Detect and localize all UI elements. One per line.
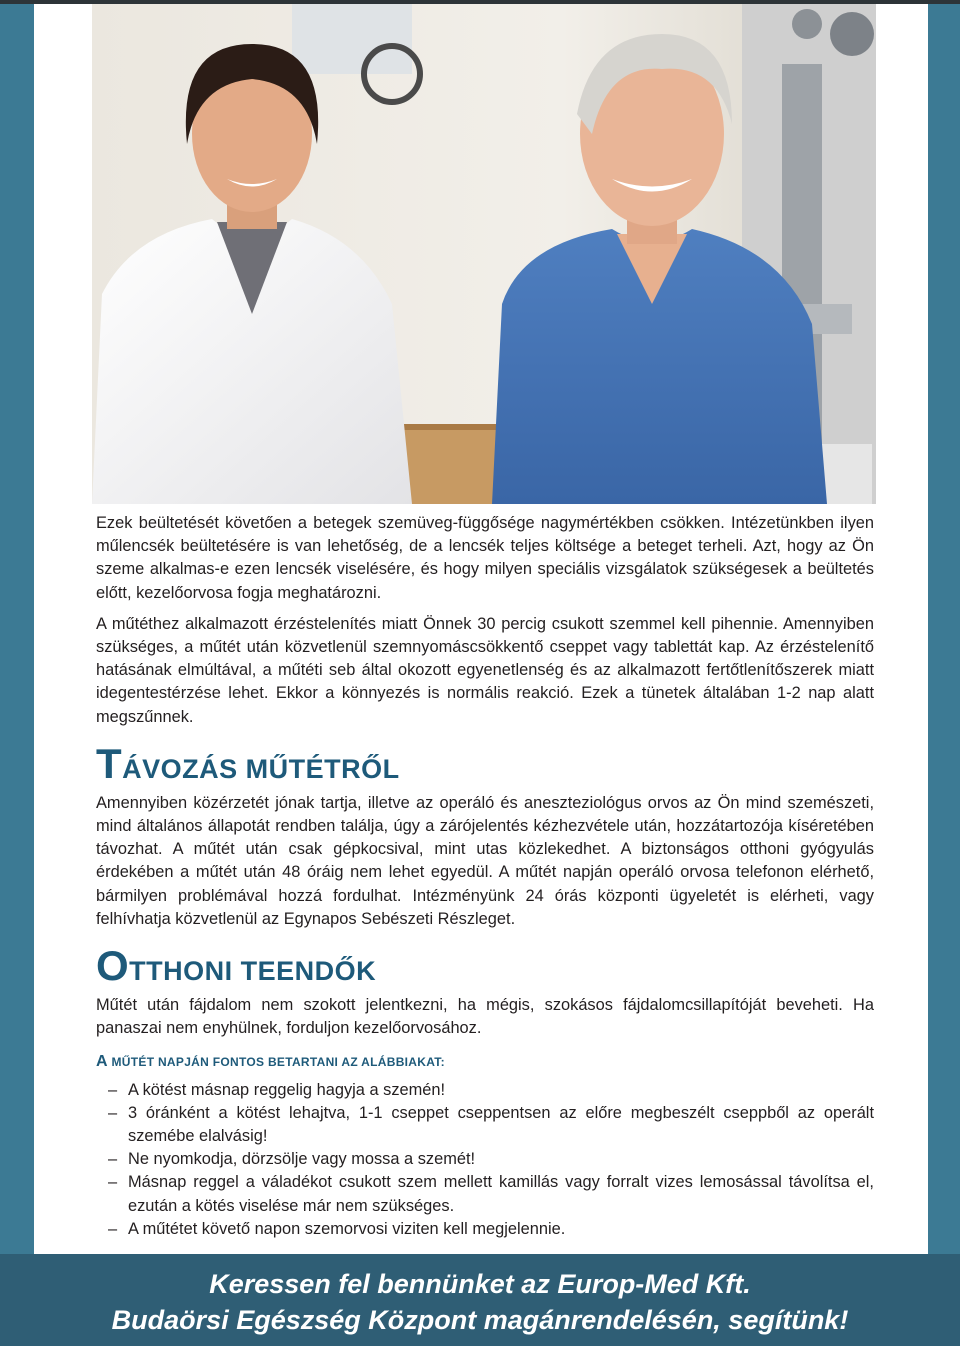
home-heading-rest: TTHONI TEENDŐK bbox=[129, 956, 377, 987]
main-content bbox=[96, 512, 874, 1241]
footer-line-1: Keressen fel bennünket az Europ-Med Kft. bbox=[209, 1269, 751, 1299]
list-item: – A kötést másnap reggelig hagyja a szemén! bbox=[96, 1079, 874, 1102]
brochure-page bbox=[34, 4, 928, 1254]
list-item: – 3 óránként a kötést lehajtva, 1-1 cseppet cseppentsen az előre megbeszélt cseppből az operált szemébe elalvásig! bbox=[96, 1102, 874, 1148]
surgery-day-subheading bbox=[96, 1050, 874, 1074]
doctor-patient-photo bbox=[92, 4, 876, 504]
surgery-day-subheading-rest: MŰTÉT NAPJÁN FONTOS BETARTANI AZ ALÁBBIAKAT: bbox=[107, 1055, 445, 1070]
intro-paragraph-2: A műtéthez alkalmazott érzéstelenítés miatt Önnek 30 percig csukott szemmel kell pihennie. Amennyiben szükséges, a műtét után közvetlenül szemnyomáscsökkentő cseppet vagy tablettát kap. Az érzéstelenítő hatásának elmúltával, a műtéti seb által okozott egyenetlenség és az alkalmazott fertőtlenítőszerek miatt idegentestérzése lehet. Ekkor a könnyezés is normális reakció. Ezek a tünetek általában 1-2 nap alatt megszűnnek. bbox=[96, 614, 874, 726]
departure-heading bbox=[96, 739, 874, 787]
intro-paragraph-1: Ezek beültetését követően a betegek szemüveg-függősége nagymértékben csökken. Intézetünkben ilyen műlencsék beültetésére is van lehetőség, de a lencsék teljes költsége a beteget terheli. Azt, hogy az Ön szeme alkalmas-e ezen lencsék viselésére, és hogy milyen speciális vizsgálatok szükségesek a beültetés előtt, kezelőorvosa fogja meghatározni. bbox=[96, 514, 874, 602]
list-item: – A műtétet követő napon szemorvosi viziten kell megjelennie. bbox=[96, 1218, 874, 1241]
list-item: – Ne nyomkodja, dörzsölje vagy mossa a szemét! bbox=[96, 1148, 874, 1171]
surgery-day-subheading-initial: A bbox=[96, 1053, 108, 1071]
home-paragraph: Műtét után fájdalom nem szokott jelentkezni, ha mégis, szokásos fájdalomcsillapítóját beveheti. Ha panaszai nem enyhülnek, forduljon kezelőorvosához. bbox=[96, 996, 874, 1038]
departure-paragraph: Amennyiben közérzetét jónak tartja, illetve az operáló és aneszteziológus orvos az Ön mind szemészeti, mind általános állapotát rendben találja, úgy a zárójelentés kézhezvétele után, hozzátartozója kíséretében távozhat. A műtét után csak gépkocsival, mint utas közlekedhet. A biztonságos otthoni gyógyulás érdekében a műtét után 48 óráig nem lehet egyedül. A műtét napján operáló orvosa telefonon elérhető, bármilyen problémával hozzá fordulhat. Intézményünk 24 órás központi ügyeletét is elérheti, vagy felhívhatja közvetlenül az Egynapos Sebészeti Részleget. bbox=[96, 793, 874, 928]
footer-banner bbox=[0, 1254, 960, 1346]
departure-heading-rest: ÁVOZÁS MŰTÉTRŐL bbox=[122, 753, 400, 784]
home-heading-initial: O bbox=[96, 942, 130, 990]
home-heading bbox=[96, 942, 874, 990]
list-item: – Másnap reggel a váladékot csukott szem mellett kamillás vagy forralt vizes lemosással távolítsa el, ezután a kötés viselése már nem szükséges. bbox=[96, 1171, 874, 1217]
departure-heading-initial: T bbox=[96, 739, 123, 787]
surgery-day-list bbox=[96, 1079, 874, 1241]
footer-line-2: Budaörsi Egészség Központ magánrendelésén, segítünk! bbox=[111, 1305, 849, 1335]
